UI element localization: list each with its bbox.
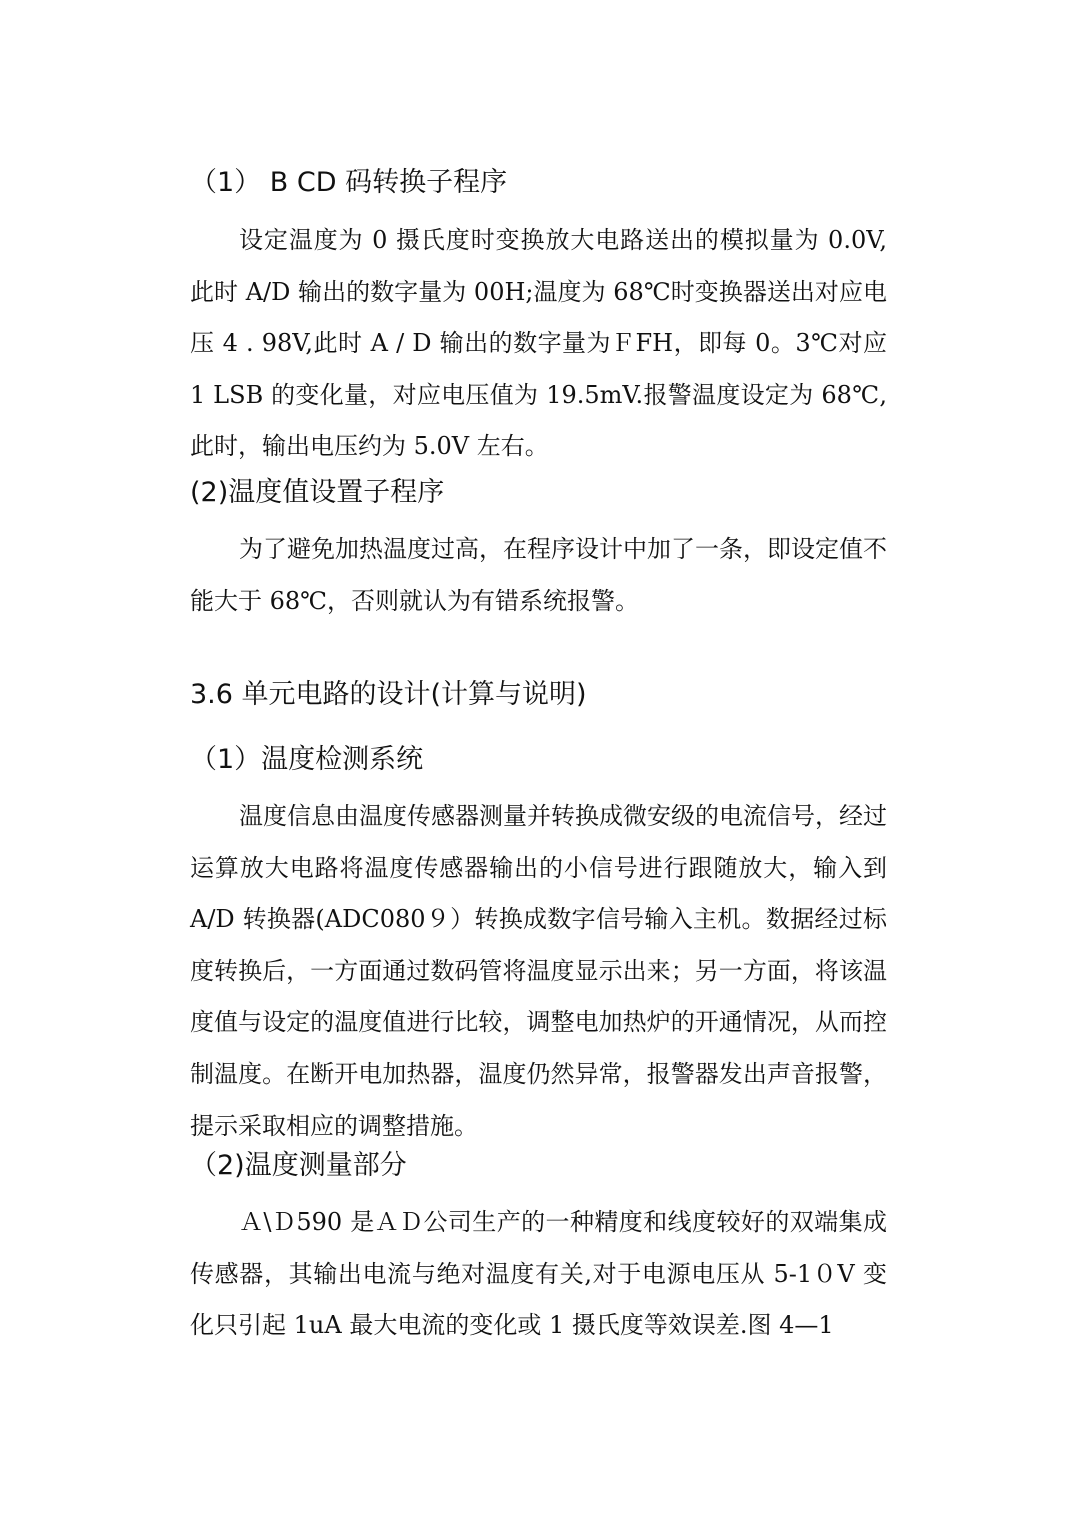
section-heading-temperature-detection: （1）温度检测系统 bbox=[190, 744, 424, 775]
paragraph-temperature-measurement: Ａ\Ｄ590 是ＡＤ公司生产的一种精度和线度较好的双端集成传感器，其输出电流与绝对温度有关,对于电源电压从 5-1０V 变化只引起 1uA 最大电流的变化或 1 摄氏度等效误差.图 4—1 bbox=[190, 1208, 887, 1340]
section-heading-unit-circuit-design: 3.6 单元电路的设计(计算与说明) bbox=[190, 679, 587, 710]
paragraph-temperature-setting: 为了避免加热温度过高，在程序设计中加了一条，即设定值不能大于 68℃，否则就认为有错系统报警。 bbox=[190, 535, 887, 615]
section-heading-temperature-measurement: （2)温度测量部分 bbox=[190, 1150, 407, 1181]
paragraph-bcd-conversion: 设定温度为 0 摄氏度时变换放大电路送出的模拟量为 0.0V,此时 A/D 输出的数字量为 00H;温度为 68℃时变换器送出对应电压 4 . 98V,此时 A / D 输出的数字量为ＦFH，即每 0。3℃对应 1 LSB 的变化量，对应电压值为 19.5mV.报警温度设定为 68℃,此时，输出电压约为 5.0V 左右。 bbox=[190, 226, 887, 461]
section-heading-temperature-setting: (2)温度值设置子程序 bbox=[190, 477, 445, 508]
section-heading-bcd-conversion: （1） B CD 码转换子程序 bbox=[190, 167, 508, 198]
paragraph-temperature-detection: 温度信息由温度传感器测量并转换成微安级的电流信号，经过运算放大电路将温度传感器输出的小信号进行跟随放大，输入到 A/D 转换器(ADC080９）转换成数字信号输入主机。数据经过标度转换后，一方面通过数码管将温度显示出来；另一方面，将该温度值与设定的温度值进行比较，调整电加热炉的开通情况，从而控制温度。在断开电加热器，温度仍然异常，报警器发出声音报警，提示采取相应的调整措施。 bbox=[190, 802, 887, 1140]
